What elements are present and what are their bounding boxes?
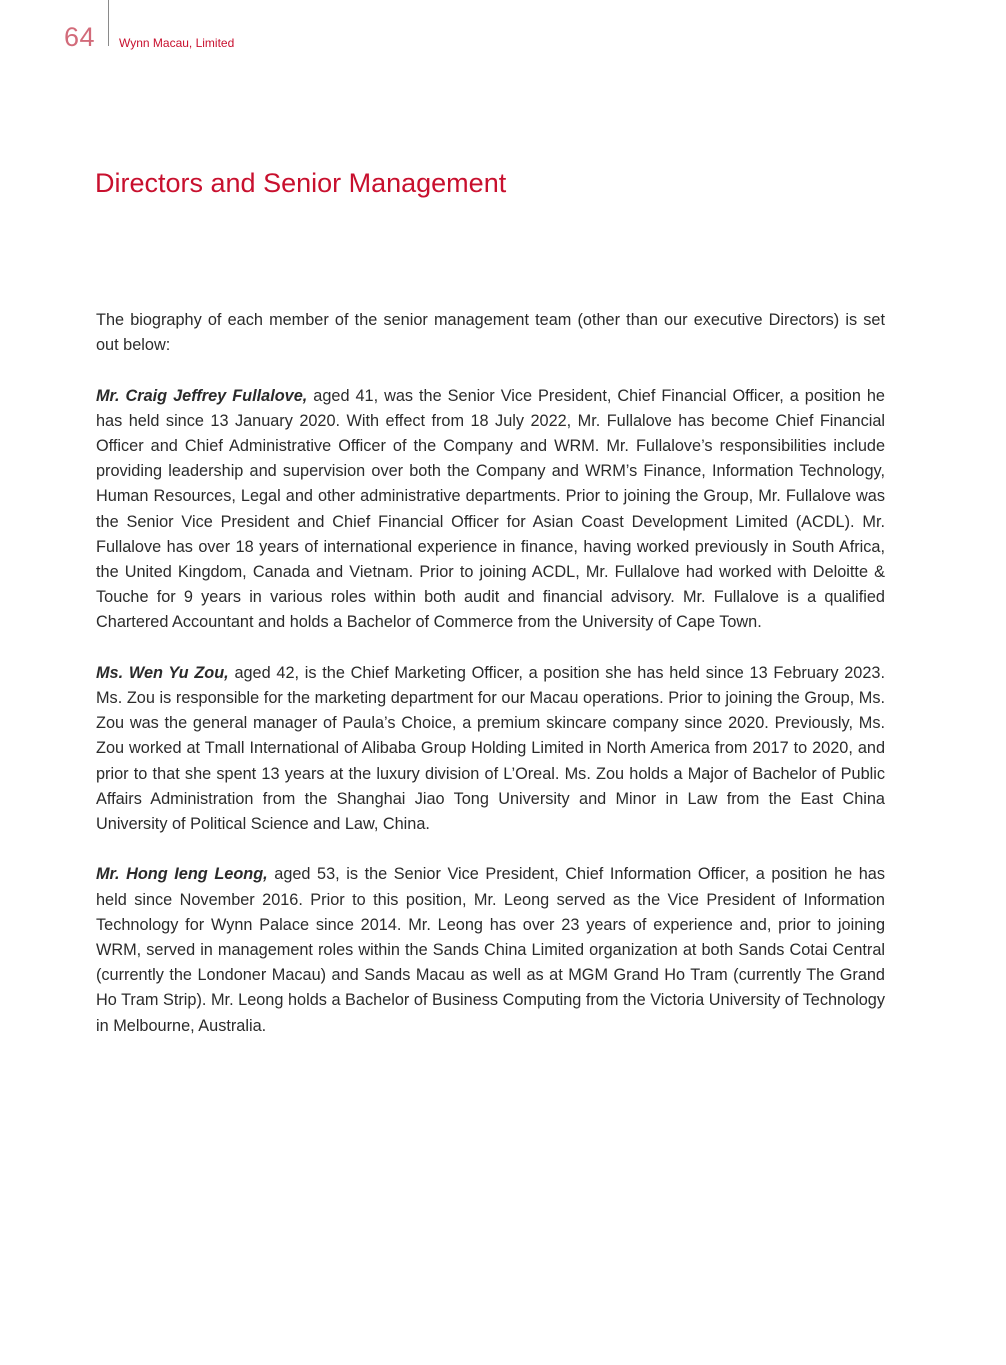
bio-name: Mr. Hong Ieng Leong,	[96, 865, 268, 884]
page-header	[0, 0, 1006, 60]
bio-paragraph-leong	[96, 862, 885, 1038]
bio-text: aged 42, is the Chief Marketing Officer, a position she has held since 13 February 2023. Ms. Zou is responsible for the marketing department for our Macau operations. Prior to joining the Group, Ms. Zou was the general manager of Paula’s Choice, a premium skincare company since 2020. Previously, Ms. Zou worked at Tmall International of Alibaba Group Holding Limited in North America from 2017 to 2020, and prior to that she spent 13 years at the luxury division of L’Oreal. Ms. Zou holds a Major of Bachelor of Public Affairs Administration from the Shanghai Jiao Tong University and Minor in Law from the East China University of Political Science and Law, China.	[96, 663, 885, 834]
bio-text: aged 53, is the Senior Vice President, Chief Information Officer, a position he has held since November 2016. Prior to this position, Mr. Leong served as the Vice President of Information Technology for Wynn Palace since 2014. Mr. Leong has over 23 years of experience and, prior to joining WRM, served in management roles within the Sands China Limited organization at both Sands Cotai Central (currently the Londoner Macau) and Sands Macau as well as at MGM Grand Ho Tram (currently The Grand Ho Tram Strip). Mr. Leong holds a Bachelor of Business Computing from the Victoria University of Technology in Melbourne, Australia.	[96, 865, 886, 1035]
bio-paragraph-zou	[96, 661, 885, 837]
bio-text: aged 41, was the Senior Vice President, Chief Financial Officer, a position he has held since 13 January 2020. With effect from 18 July 2022, Mr. Fullalove has become Chief Financial Officer and Chief Administrative Officer of the Company and WRM. Mr. Fullalove’s responsibilities include providing leadership and supervision over both the Company and WRM’s Finance, Information Technology, Human Resources, Legal and other administrative departments. Prior to joining the Group, Mr. Fullalove was the Senior Vice President and Chief Financial Officer for Asian Coast Development Limited (ACDL). Mr. Fullalove has over 18 years of international experience in finance, having worked previously in South Africa, the United Kingdom, Canada and Vietnam. Prior to joining ACDL, Mr. Fullalove had worked with Deloitte & Touche for 9 years in various roles within both audit and financial advisory. Mr. Fullalove is a qualified Chartered Accountant and holds a Bachelor of Commerce from the University of Cape Town.	[96, 386, 885, 632]
page-number: 64	[64, 22, 96, 52]
page-content	[96, 308, 885, 1064]
intro-paragraph: The biography of each member of the senior management team (other than our executive Directors) is set out below:	[96, 311, 885, 355]
page-title: Directors and Senior Management	[95, 168, 507, 198]
bio-name: Mr. Craig Jeffrey Fullalove,	[96, 386, 308, 405]
company-name: Wynn Macau, Limited	[119, 36, 235, 50]
header-divider	[108, 0, 109, 46]
bio-paragraph-fullalove	[96, 384, 885, 636]
bio-name: Ms. Wen Yu Zou,	[96, 663, 229, 682]
